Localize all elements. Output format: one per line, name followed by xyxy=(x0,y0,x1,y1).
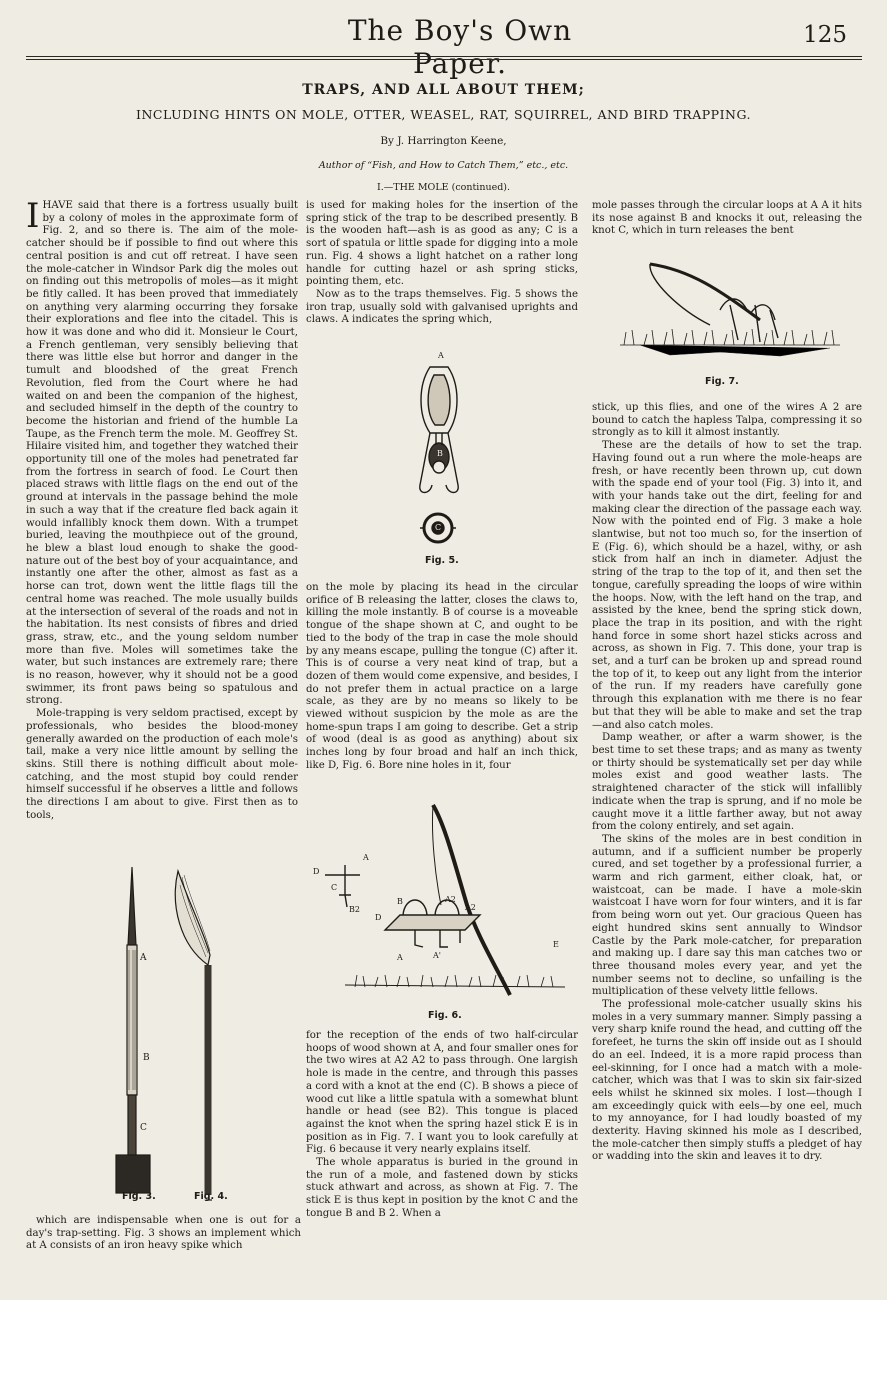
col1-paragraph-1: HAVE said that there is a fortress usually built by a colony of moles in the approximate form of Fig. 2, and so there is. The aim of the mole-catcher should be if possible to find out where this central position is and cut off retreat. I have seen the mole-catcher in Windsor Park dig the moles out on finding out this metropolis of moles—as it might be fitly called. It has been proved that immediately on anything very alarming occurring they forsake their explorations and flee into the citadel. This is how it was done and who did it. Monsieur le Court, a French gentleman, very sensibly believing that there was little else but horror and danger in the tumult and bloodshed of the great French Revolution, fled from the Court where he had waited on and been the companion of the highest, and secluded himself in the depth of the country to become the historian and friend of the humble La Taupe, as the French term the mole. M. Geoffrey St. Hilaire visited him, and together they watched their opportunity till one of the moles had penetrated far from the fortress in search of food. Le Court then placed straws with little flags on the end out of the ground at intervals in the passage behind the mole in such a way that if the creature fled back again it would infallibly knock them down. With a trumpet buried, leaving the mouthpiece out of the ground, he blew a blast loud enough to shake the good-nature out of the best boy of your acquaintance, and instantly one after the other, almost as fast as a horse can trot, down went the little flags till the central home was reached. The mole usually builds at the intersection of several of the roads and not in the habitation. Its nest consists of fibres and dried grass, straw, etc., and the young seldom number more than five. Moles will sometimes take the water, but such instances are extremely rare; there is no reason, however, why it should not be a good swimmer, its front paws being so spatulous and strong. xyxy=(26,200,298,707)
col3-paragraph-4: Damp weather, or after a warm shower, is the best time to set these traps; and as many as twenty or thirty should be systematically set per day while moles exist and good weather lasts. The straightened character of the stick will infallibly indicate when the trap is sprung, and if no mole be caught move it a little farther away, but not away from the colony entirely, and set again. xyxy=(592,732,862,833)
column-2-top xyxy=(306,200,578,340)
col1-paragraph-3: which are indispensable when one is out for a day's trap-setting. Fig. 3 shows an implement which at A consists of an iron heavy spike which xyxy=(26,1215,301,1252)
fig6-caption: Fig. 6. xyxy=(428,1010,462,1021)
homemade-trap-illustration xyxy=(305,795,581,1017)
fig5-caption: Fig. 5. xyxy=(425,555,459,566)
fig6-label-a2b: A2 xyxy=(465,903,476,912)
fig6-label-b: B xyxy=(397,897,403,906)
fig3-label-b: B xyxy=(143,1053,150,1063)
col3-paragraph-1: mole passes through the circular loops at A A it hits its nose against B and knocks it out, releasing the knot C, which in turn releases the bent xyxy=(592,200,862,237)
fig3-caption: Fig. 3. xyxy=(122,1191,156,1202)
col2-paragraph-5: The whole apparatus is buried in the ground in the run of a mole, and fastened down by sticks stuck athwart and across, as shown at Fig. 7. The stick E is thus kept in position by the knot C and the tongue B and B 2. When a xyxy=(306,1157,578,1219)
column-3-main xyxy=(592,402,862,1262)
col3-paragraph-5: The skins of the moles are in best condition in autumn, and if a sufficient number be properly cured, and set together by a professional furrier, a warm and rich garment, either cloak, hat, or waistcoat, can be made. I have a mole-skin waistcoat I have worn for four winters, and it is far from being worn out yet. Our gracious Queen has eight hundred skins sent annually to Windsor Castle by the Park mole-catcher, for preparation and making up. I dare say this man catches two or three thousand moles every year, and yet the number seems not to decline, so unfailing is the multiplication of these velvety little fellows. xyxy=(592,833,862,998)
figure-3-4 xyxy=(110,865,250,1205)
fig6-label-a1: A xyxy=(363,853,369,862)
fig3-label-c: C xyxy=(140,1123,147,1133)
byline: By J. Harrington Keene, xyxy=(380,135,507,147)
dropcap: I xyxy=(26,200,40,236)
col2-paragraph-3: on the mole by placing its head in the circular orifice of B releasing the latter, closes the claws to, killing the mole instantly. B of course is a moveable tongue of the shape shown at C, and ought to be tied to the body of the trap in case the mole should by any means escape, pulling the tongue (C) after it. This is of course a very neat kind of trap, but a dozen of them would come expensive, and besides, I do not prefer them in actual practice on a large scale, as they are by no means so likely to be viewed without suspicion by the mole as are the home-spun traps I am going to describe. Get a strip of wood (deal is as good as anything) about six inches long by four broad and half an inch thick, like D, Fig. 6. Bore nine holes in it, four xyxy=(306,582,578,771)
column-2-bottom xyxy=(306,1030,578,1262)
column-1-bottom xyxy=(26,1215,301,1257)
fig4-caption: Fig. 4. xyxy=(194,1191,228,1202)
col2-paragraph-4: for the reception of the ends of two half-circular hoops of wood shown at A, and four smaller ones for the two wires at A2 A2 to pass through. One largish hole is made in the centre, and through this passes a cord with a knot at the end (C). B shows a piece of wood cut like a little spatula with a somewhat blunt handle or head (see B2). This tongue is placed against the knot when the spring hazel stick E is in position as in Fig. 7. I want you to look carefully at Fig. 6 because it very nearly explains itself. xyxy=(306,1030,578,1156)
column-1-top xyxy=(26,200,298,862)
fig6-label-a2a: A2 xyxy=(445,895,456,904)
col2-paragraph-2: Now as to the traps themselves. Fig. 5 shows the iron trap, usually sold with galvanised uprights and claws. A indicates the spring which, xyxy=(306,288,578,326)
figure-7 xyxy=(610,250,850,370)
figure-6 xyxy=(305,795,581,1017)
fig5-label-b: B xyxy=(437,449,443,458)
col2-paragraph-1: is used for making holes for the insertion of the spring stick of the trap to be described presently. B is the wooden haft—ash is as good as any; C is a sort of spatula or little spade for digging into a mole run. Fig. 4 shows a light hatchet on a rather long handle for cutting hazel or ash spring sticks, pointing them, etc. xyxy=(306,200,578,288)
masthead: The Boy's Own Paper. xyxy=(347,14,573,80)
fig5-label-a: A xyxy=(438,351,444,360)
fig6-label-e: E xyxy=(553,940,559,949)
article-title: TRAPS, AND ALL ABOUT THEM; xyxy=(302,82,585,98)
fig6-label-d2: D xyxy=(375,913,382,922)
set-trap-illustration xyxy=(610,250,850,370)
fig6-label-aa: A xyxy=(397,953,403,962)
fig5-label-c: C xyxy=(435,523,442,532)
fig6-label-ab: A' xyxy=(433,951,441,960)
figure-5 xyxy=(390,345,490,570)
col3-paragraph-3: These are the details of how to set the trap. Having found out a run where the mole-heaps are fresh, or have recently been thrown up, cut down with the spade end of your tool (Fig. 3) into it, and with your hands take out the dirt, feeling for and making clear the direction of the passage each way. Now with the pointed end of Fig. 3 make a hole slantwise, but not too much so, for the insertion of E (Fig. 6), which should be a hazel, withy, or ash stick from half an inch in diameter. Adjust the string of the trap to the top of it, and then set the tongue, carefully spreading the loops of wire within the hoops. Now, with the left hand on the trap, and assisted by the knee, bend the spring stick down, place the trap in its position, and with the right hand force in some short hazel sticks across and across, as shown in Fig. 7. This done, your trap is set, and a turf can be broken up and spread round the top of it, to keep out any light from the interior of the run. If my readers have carefully gone through this explanation with me there is no fear but that they will be able to make and set the trap—and also catch moles. xyxy=(592,440,862,731)
col1-paragraph-2: Mole-trapping is very seldom practised, except by professionals, who besides the blood-money generally awarded on the production of each mole's tail, make a very nice little amount by selling the skins. Still there is nothing difficult about mole-catching, and the most stupid boy could render himself successful if he observes a little and follows the directions I am about to give. First then as to tools, xyxy=(26,708,298,821)
col3-paragraph-6: The professional mole-catcher usually skins his moles in a very summary manner. Simply passing a very sharp knife round the head, and cutting off the forefeet, he turns the skin off inside out as I should do an eel. Indeed, it is a more rapid process than eel-skinning, for I once had a match with a mole-catcher, which was that I was to skin six fair-sized eels whilst he skinned six moles. I lost—though I am exceedingly quick with eels—by one eel, much to my annoyance, for I had loudly boasted of my dexterity. Having skinned his mole as I described, the mole-catcher then simply stuffs a pledget of hay or wadding into the skin and leaves it to dry. xyxy=(592,999,862,1163)
header-rule-double xyxy=(26,59,862,60)
section-heading: I.—THE MOLE (continued). xyxy=(376,182,510,193)
author-note: Author of “Fish, and How to Catch Them,” etc., etc. xyxy=(318,160,569,171)
fig6-label-d1: D xyxy=(313,867,320,876)
page-number: 125 xyxy=(803,22,847,48)
column-2-middle xyxy=(306,582,578,788)
fig6-label-c: C xyxy=(331,883,338,892)
article-subtitle: INCLUDING HINTS ON MOLE, OTTER, WEASEL, RAT, SQUIRREL, AND BIRD TRAPPING. xyxy=(136,107,751,122)
fig6-label-b2: B2 xyxy=(349,905,360,914)
col3-paragraph-2: stick, up this flies, and one of the wires A 2 are bound to catch the hapless Talpa, compressing it so strongly as to kill it almost instantly. xyxy=(592,402,862,439)
column-3-top xyxy=(592,200,862,244)
header-rule xyxy=(26,56,862,57)
fig7-caption: Fig. 7. xyxy=(705,376,739,387)
spike-and-hatchet-illustration xyxy=(110,865,250,1205)
fig3-label-a: A xyxy=(140,953,147,963)
